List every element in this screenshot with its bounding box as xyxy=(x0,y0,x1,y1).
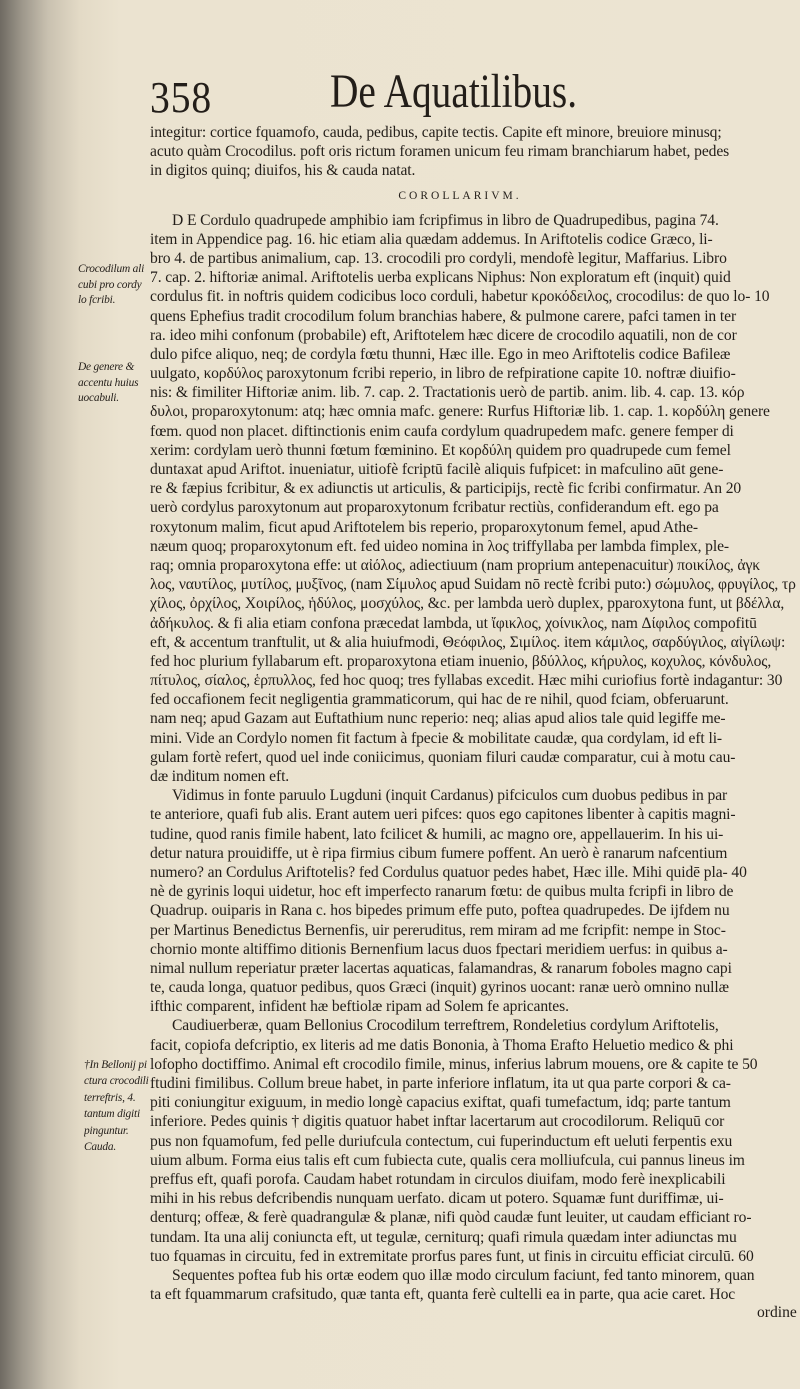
paragraph xyxy=(150,211,800,787)
text-line: dæ inditum nomen eft. xyxy=(150,768,290,785)
text-line: Cauda. xyxy=(84,1140,117,1153)
text-line: ra. ideo mihi confonum (probabile) eft, Ariftotelem hæc dicere de crocodilo aquatili, non de cor xyxy=(150,326,737,344)
running-title: De Aquatilibus. xyxy=(330,65,578,118)
text-line: λος, ναυτίλος, μυτίλος, μυξῖνος, (nam Σίμυλος apud Suidam nō rectè fcribi puto:) σώμυλος, φρυγίλος, τρ xyxy=(150,576,796,594)
text-line: chornio monte altiffimo ditionis Bernenfium lacus duos fpectari meridiem uerfus: in quibus a- xyxy=(150,940,728,958)
text-line: tudine, quod ranis fimile habent, lato fcilicet & humili, ac magno ore, appellauerim. In his ui- xyxy=(150,825,724,843)
text-line: ifthic comparent, infident hæ beftiolæ ripam ad Solem fe apricantes. xyxy=(150,998,569,1016)
text-line: 7. cap. 2. hiftoriæ animal. Ariftotelis uerba explicans Niphus: Non exploratum eft (inquit) quid xyxy=(150,269,731,287)
text-line: preffus eft, quafi porofa. Caudam habet rotundam in circulos diuifam, modo ferè inexplicabili xyxy=(150,1170,726,1188)
catchword: ordine xyxy=(757,1304,797,1321)
text-line: Crocodilum ali xyxy=(78,263,145,275)
text-line: per Martinus Benedictus Bernenfis, uir pereruditus, rem miram ad me fcripfit: nempe in Stoc- xyxy=(150,921,726,939)
text-line: lofopho doctiffimo. Animal eft crocodilo fimile, minus, inferius labrum mouens, ore & capite te 50 xyxy=(150,1055,758,1073)
text-line: quens Ephefius tradit crocodilum folum branchias habere, & pulmone carere, pafci tamen in ter xyxy=(150,307,737,325)
text-line: †In Bellonij pi xyxy=(84,1059,147,1071)
text-line: χίλος, ὀρχίλος, Χοιρίλος, ἡδύλος, μοσχύλος, &c. per lambda uerò duplex, pparoxytona funt, ut βδέλλα, xyxy=(150,595,785,613)
text-line: integitur: cortice fquamofo, cauda, pedibus, capite tectis. Capite eft minore, breuiore minusq; xyxy=(150,124,722,141)
text-line: dulo pifce aliquo, neq; de cordyla fœtu thunni, Hæc ille. Ego in meo Ariftotelis codice Bafileæ xyxy=(150,345,731,363)
text-line: De genere & xyxy=(78,361,135,373)
text-line: pinguntur. xyxy=(84,1124,129,1137)
section-heading: COROLLARIVM. xyxy=(398,189,522,202)
text-line: fed occafionem fecit negligentia grammaticorum, qui hac de re nihil, quod fciam, obferuarunt. xyxy=(150,691,729,709)
text-line: Vidimus in fonte paruulo Lugduni (inquit Cardanus) pifciculos cum duobus pedibus in par xyxy=(172,787,728,805)
text-line: fed hoc plurium fyllabarum eft. proparoxytona etiam inuenio, βδύλλος, κήρυλος, κοχυλος, κόνδυλος, xyxy=(150,652,772,670)
text-line: ἀδήκυλος. & fi alia etiam confona præcedat lambda, ut ἴφικλος, χοίνικλος, nam Δίφιλος compofitū xyxy=(150,614,757,632)
text-line: uocabuli. xyxy=(78,392,119,404)
text-line: tuo fquamas in circuitu, fed in extremitate prorfus pares funt, ut finis in circuitu efficiat circulū. 60 xyxy=(150,1247,754,1265)
paragraph xyxy=(150,1266,800,1304)
text-line: ftudini fimilibus. Collum breue habet, in parte inferiore inflatum, ita ut qua parte corpori & ca- xyxy=(150,1075,731,1092)
text-line: xerim: cordylam uerò thunni fœtum fœminino. Et κορδύλη quidem pro quadrupede cum femel xyxy=(150,441,731,459)
text-line: te, cauda longa, quatuor pedibus, quos Græci (inquit) gyrinos uocant: ranæ uerò omnino nullæ xyxy=(150,979,729,997)
text-line: re & fæpius fcribitur, & ex adiunctis ut articulis, & participijs, rectè fic fcribi confirmatur. An 20 xyxy=(150,480,742,498)
text-line: Caudiuerberæ, quam Bellonius Crocodilum terreftrem, Rondeletius cordylum Ariftotelis, xyxy=(172,1017,719,1035)
text-line: roxytonum malim, ficut apud Ariftotelem bis reperio, proparoxytonum femel, apud Athe- xyxy=(150,518,698,536)
text-line: D E Cordulo quadrupede amphibio iam fcripfimus in libro de Quadrupedibus, pagina 74. xyxy=(172,211,719,229)
text-line: Sequentes poftea fub his ortæ eodem quo illæ modo circulum faciunt, fed tanto minorem, quan xyxy=(172,1266,755,1284)
text-line: facit, copiofa defcriptio, ex literis ad me datis Bononia, à Thoma Erafto Heluetio medico & phi xyxy=(150,1036,734,1054)
text-line: ta eft fquammarum crafsitudo, quæ tanta eft, quanta ferè cultelli ea in parte, qua acie caret. Hoc xyxy=(150,1286,736,1304)
margin-note xyxy=(78,360,152,407)
text-line: duntaxat apud Ariftot. inueniatur, uitiofè fcriptū facilè aliquis fufpicet: in mafculino aūt gene- xyxy=(150,461,724,478)
text-line: eft, & accentum tranftulit, ut & alia huiufmodi, Θεόφιλος, Σιμίλος. item κάμιλος, σαρδύγιλος, αἰγίλωψ: xyxy=(150,633,786,651)
paragraph xyxy=(150,1016,800,1265)
text-line: πίτυλος, σίαλος, ἑρπυλλος, fed hoc quoq; tres fyllabas excedit. Hæc mihi curiofius fortè indagantur: 30 xyxy=(150,672,783,690)
text-line: terreftris, 4. xyxy=(84,1091,136,1104)
text-line: δυλοι, proparoxytonum: atq; hæc omnia mafc. genere: Rurfus Hiftoriæ lib. 1. cap. 1. κορδύλη genere xyxy=(150,403,770,421)
text-line: pus non fquamofum, fed pelle duriufcula contectum, cui fuperinductum eft ueluti ferpentis exu xyxy=(150,1132,733,1150)
text-line: tantum digiti xyxy=(84,1108,140,1121)
paragraph-group xyxy=(150,211,800,1305)
text-line: mihi in his rebus defcribendis nunquam uerfato. dicam ut potero. Squamæ funt duriffimæ, ui- xyxy=(150,1190,724,1208)
text-line: denturq; offeæ, & ferè quadrangulæ & planæ, nifi quòd caudæ funt leuiter, ut caudam efficiant ro- xyxy=(150,1209,752,1227)
text-line: gulam fortè refert, quod uel inde coniicimus, quoniam filuri caudæ comparatur, cui à motu cau- xyxy=(150,748,736,766)
text-line: næum quoq; proparoxytonum eft. fed uideo nomina in λος triffyllaba per lambda fimplex, ple- xyxy=(150,537,730,555)
paragraph xyxy=(150,123,800,181)
page-number: 358 xyxy=(150,73,213,122)
text-line: acuto quàm Crocodilus. poft oris rictum foramen unicum feu rimam branchiarum habet, pedes xyxy=(150,143,730,161)
text-line: ctura crocodili xyxy=(84,1075,149,1088)
text-line: item in Appendice pag. 16. hic etiam alia quædam addemus. In Ariftotelis codice Græco, li- xyxy=(150,230,713,248)
text-line: raq; omnia proparoxytona effe: ut αἰόλος, adiectiuum (nam proprium antepenacuitur) ποικίλος, ἀγκ xyxy=(150,556,761,574)
margin-note xyxy=(78,262,152,309)
text-line: te anteriore, quafi fub alis. Erant autem ueri pifces: quos ego capitones libenter à capitis magni- xyxy=(150,806,736,824)
paragraph xyxy=(150,786,800,1016)
text-line: fœm. quod non placet. diftinctionis enim caufa cordylum quadrupedem mafc. genere femper di xyxy=(150,422,734,440)
text-body xyxy=(150,123,800,1308)
text-line: piti coniungitur exiguum, in medio longè capacius exiftat, quafi tumefactum, idq; parte tantum xyxy=(150,1094,731,1112)
text-line: detur natura prouidiffe, ut è ripa firmius cibum fumere poffent. An uerò è ranarum nafcentium xyxy=(150,844,728,862)
text-line: uulgato, κορδύλος paroxytonum fcribi reperio, in libro de refpiratione capite 10. noftræ diuifio- xyxy=(150,365,736,383)
text-line: nè de gyrinis loqui uidetur, hoc eft imperfecto ranarum fœtu: de quibus multa fcripfi in libro de xyxy=(150,883,734,901)
text-line: bro 4. de partibus animalium, cap. 13. crocodili pro cordyli, mendofè legitur, Maffarius. Libro xyxy=(150,249,727,267)
text-line: mini. Vide an Cordylo nomen fit factum à fpecie & mobilitate caudæ, qua cordylam, id eft li- xyxy=(150,729,723,747)
margin-note xyxy=(84,1057,152,1155)
text-line: cubi pro cordy xyxy=(78,278,142,291)
text-line: Quadrup. ouiparis in Rana c. hos bipedes primum effe puto, poftea quadrupedes. De ijfdem nu xyxy=(150,902,730,920)
text-line: nis: & fimiliter Hiftoriæ anim. lib. 7. cap. 2. Tractationis uerò de partib. anim. lib. 4. cap. 13. κόρ xyxy=(150,384,745,402)
text-line: tundam. Ita una alij coniuncta eft, ut tegulæ, cerniturq; quafi rimula quædam inter adiunctas mu xyxy=(150,1228,737,1246)
text-line: uerò cordylus paroxytonum aut proparoxytonum fcribatur rectiùs, confiderandum eft. ego pa xyxy=(150,499,719,517)
text-line: numero? an Cordulus Ariftotelis? fed Cordulus quatuor pedes habet, Hæc ille. Mihi quidē pla- 40 xyxy=(150,863,747,881)
text-line: cordulus fit. in noftris quidem codicibus loco corduli, habetur κροκόδειλος, crocodilus: de quo lo- 10 xyxy=(150,288,770,306)
text-line: nimal nullum reperiatur præter lacertas aquaticas, falamandras, & ranarum foboles magno capi xyxy=(150,959,732,977)
text-line: accentu huius xyxy=(78,376,139,389)
text-line: in digitos quinq; diuifos, his & cauda natat. xyxy=(150,162,416,180)
text-line: inferiore. Pedes quinis † digitis quatuor habet inftar lacertarum aut crocodilorum. Reliquū cor xyxy=(150,1113,725,1131)
text-line: nam neq; apud Gazam aut Euftathium nunc reperio: neq; alias apud alios tale quid legiffe me- xyxy=(150,710,726,728)
text-line: lo fcribi. xyxy=(78,294,116,306)
text-line: uium album. Forma eius talis eft cum fubiecta cute, qualis cera molliufcula, cui pannus lineus im xyxy=(150,1151,745,1169)
